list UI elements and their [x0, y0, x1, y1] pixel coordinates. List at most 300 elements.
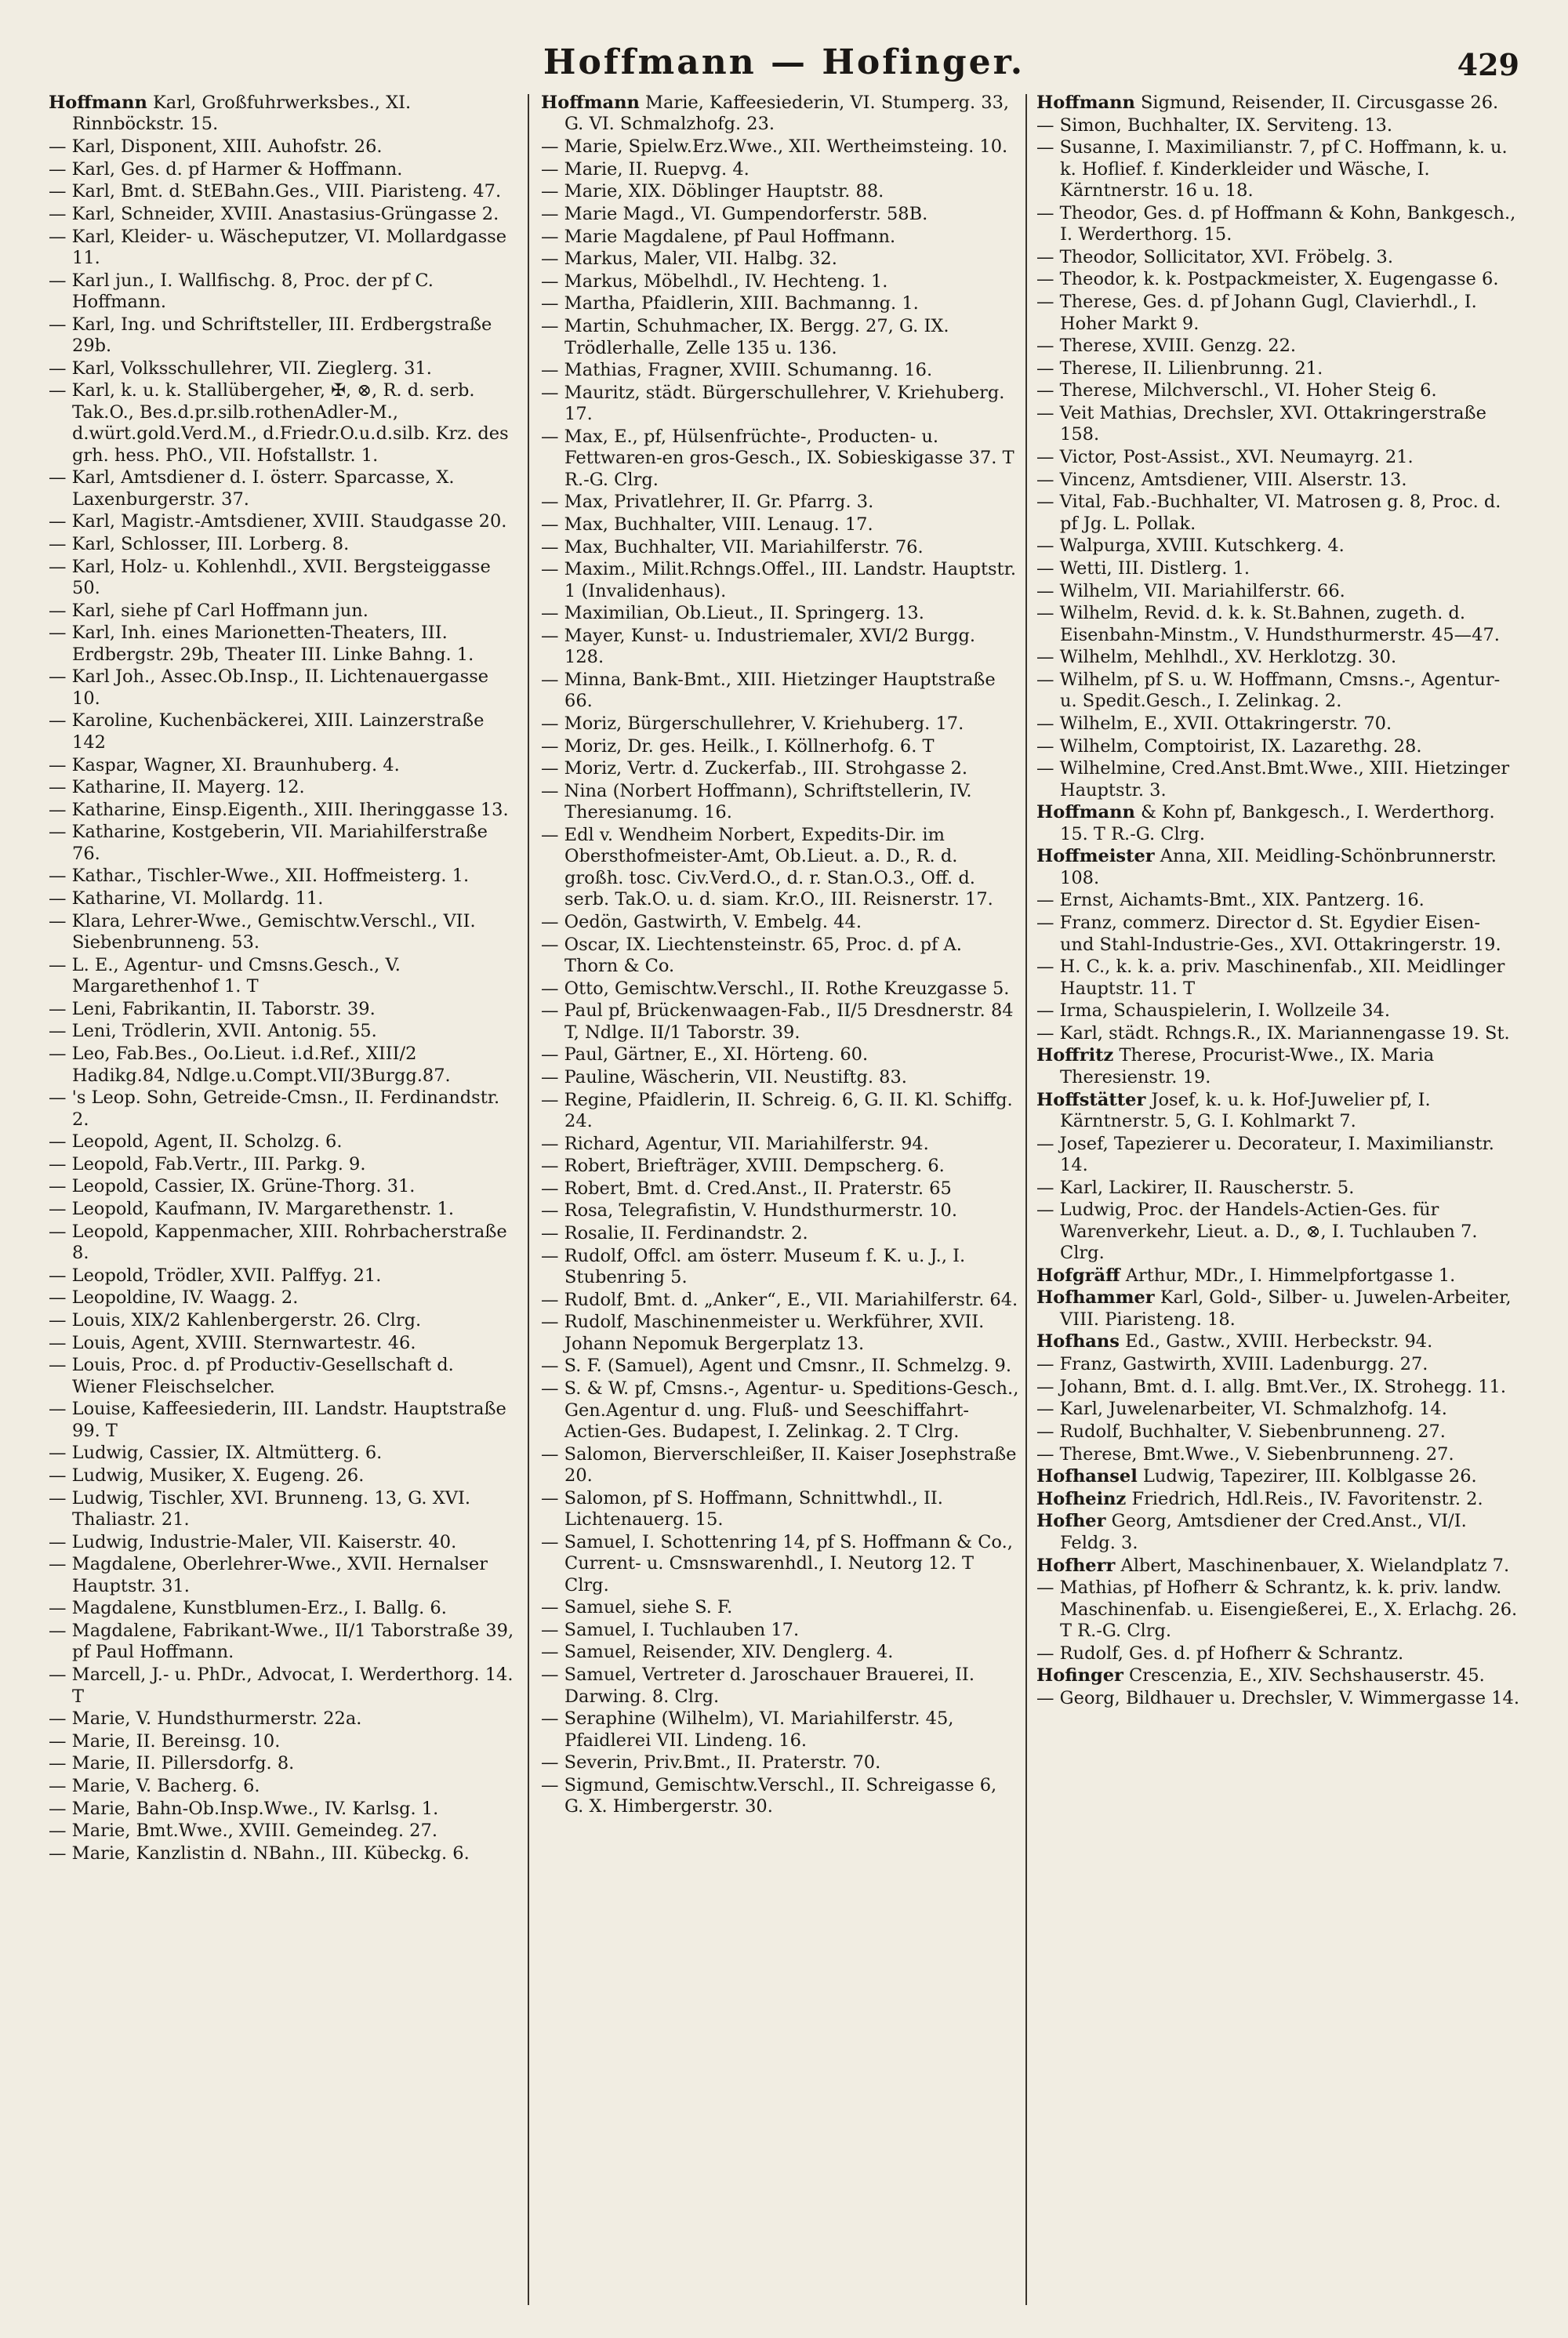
directory-entry: [1036, 1200, 1519, 1264]
entry-text: — H. C., k. k. a. priv. Maschinenfab., XII. Meidlinger Hauptstr. 11. T: [1036, 957, 1505, 999]
entry-text: — Karl jun., I. Wallfischg. 8, Proc. der pf C. Hoffmann.: [49, 270, 434, 313]
directory-entry: [49, 1044, 519, 1087]
entry-text: — Wilhelm, pf S. u. W. Hoffmann, Cmsns.-, Agentur- u. Spedit.Gesch., I. Zelinkag. 2.: [1036, 669, 1501, 712]
directory-entry: [1036, 1466, 1519, 1487]
directory-entry: [541, 181, 1019, 202]
entry-text: — Seraphine (Wilhelm), VI. Mariahilferstr. 45, Pfaidlerei VII. Lindeng. 16.: [541, 1708, 954, 1751]
entry-text: — Kathar., Tischler-Wwe., XII. Hoffmeisterg. 1.: [49, 866, 470, 887]
entry-text: — Rudolf, Maschinenmeister u. Werkführer, XVII. Johann Nepomuk Bergerplatz 13.: [541, 1312, 985, 1354]
entry-text: — Karl, Schneider, XVIII. Anastasius-Grüngasse 2.: [49, 203, 499, 224]
directory-entry: [49, 1598, 519, 1619]
entry-text: — Karl, Disponent, XIII. Auhofstr. 26.: [49, 136, 383, 158]
directory-entry: [1036, 336, 1519, 357]
directory-entry: [49, 800, 519, 821]
entry-text: — Marcell, J.- u. PhDr., Advocat, I. Werderthorg. 14. T: [49, 1665, 514, 1707]
directory-entry: [541, 912, 1019, 933]
directory-entry: [49, 999, 519, 1020]
directory-entry: [49, 1532, 519, 1553]
directory-entry: [49, 1287, 519, 1309]
directory-entry: [1036, 1354, 1519, 1375]
entry-text: — Katharine, VI. Mollardg. 11.: [49, 888, 324, 909]
directory-entry: [49, 534, 519, 555]
entry-text: — Georg, Bildhauer u. Drechsler, V. Wimmergasse 14.: [1036, 1687, 1519, 1708]
entry-text: — Victor, Post-Assist., XVI. Neumayrg. 21.: [1036, 447, 1414, 468]
directory-entry: [1036, 269, 1519, 290]
directory-entry: [49, 270, 519, 314]
entry-text: — Pauline, Wäscherin, VII. Neustiftg. 83.: [541, 1066, 907, 1087]
entry-text: — Marie Magd., VI. Gumpendorferstr. 58B.: [541, 203, 928, 224]
directory-entry: [1036, 581, 1519, 602]
directory-entry: [1036, 1643, 1519, 1665]
directory-entry: [1036, 1134, 1519, 1177]
entry-text: — Leopoldine, IV. Waagg. 2.: [49, 1287, 299, 1309]
entry-text: — Rosa, Telegrafistin, V. Hundsthurmerstr. 10.: [541, 1200, 957, 1222]
directory-entry: [541, 136, 1019, 158]
entry-text: — Leni, Trödlerin, XVII. Antonig. 55.: [49, 1021, 377, 1042]
entry-surname: Hofinger: [1036, 1665, 1123, 1686]
entry-text: — Magdalene, Oberlehrer-Wwe., XVII. Hernalser Hauptstr. 31.: [49, 1554, 488, 1596]
entry-surname: Hofhammer: [1036, 1287, 1155, 1309]
entry-text: Crescenzia, E., XIV. Sechshauserstr. 45.: [1123, 1665, 1485, 1686]
entry-surname: Hofher: [1036, 1511, 1106, 1532]
entry-text: Albert, Maschinenbauer, X. Wielandplatz 7.: [1115, 1555, 1510, 1576]
directory-entry: [1036, 247, 1519, 268]
entry-text: — Theodor, k. k. Postpackmeister, X. Eugengasse 6.: [1036, 269, 1499, 290]
directory-entry: [541, 1223, 1019, 1244]
directory-entry: [541, 1642, 1019, 1663]
directory-entry: [49, 1731, 519, 1752]
entry-surname: Hoffmann: [1036, 93, 1135, 113]
entry-surname: Hoffritz: [1036, 1045, 1114, 1066]
entry-text: — Karl, k. u. k. Stallübergeher, ✠, ⊗, R. d. serb. Tak.O., Bes.d.pr.silb.rothenAdler-M., d.würt.gold.Verd.M., d.Friedr.O.u.d.silb. Krz. des grh. hess. PhO., VII. Hofstallstr. 1.: [49, 380, 509, 466]
directory-entry: [1036, 1023, 1519, 1044]
directory-entry: [1036, 1178, 1519, 1199]
directory-entry: [541, 293, 1019, 314]
entry-surname: Hoffmann: [1036, 802, 1135, 823]
entry-text: — Marie, II. Ruepvg. 4.: [541, 158, 750, 180]
entry-text: — Karl, Ges. d. pf Harmer & Hoffmann.: [49, 158, 403, 180]
entry-text: — Katharine, II. Mayerg. 12.: [49, 777, 305, 798]
entry-text: — Karl, Inh. eines Marionetten-Theaters, III. Erdbergstr. 29b, Theater III. Linke Bahng. 1.: [49, 623, 474, 665]
entry-text: — Louise, Kaffeesiederin, III. Landstr. Hauptstraße 99. T: [49, 1399, 506, 1441]
entry-surname: Hoffmann: [541, 93, 640, 113]
entry-text: Karl, Großfuhrwerksbes., XI. Rinnböckstr. 15.: [72, 93, 412, 135]
directory-entry: [49, 380, 519, 467]
directory-entry: [541, 1488, 1019, 1531]
entry-text: — Irma, Schauspielerin, I. Wollzeile 34.: [1036, 1000, 1391, 1022]
directory-entry: [49, 755, 519, 776]
directory-entry: [541, 383, 1019, 426]
page-number: 429: [1457, 47, 1519, 82]
entry-text: — Karl, Kleider- u. Wäscheputzer, VI. Mollardgasse 11.: [49, 226, 507, 268]
directory-entry: [49, 1621, 519, 1664]
entry-text: Therese, Procurist-Wwe., IX. Maria Theresienstr. 19.: [1060, 1045, 1435, 1087]
entry-text: — Samuel, Vertreter d. Jaroschauer Brauerei, II. Darwing. 8. Clrg.: [541, 1665, 975, 1707]
directory-entry: [1036, 380, 1519, 401]
entry-text: — Therese, Ges. d. pf Johann Gugl, Clavierhdl., I. Hoher Markt 9.: [1036, 292, 1477, 334]
entry-text: — Leopold, Kaufmann, IV. Margarethenstr. 1.: [49, 1199, 454, 1220]
directory-entry: [49, 93, 519, 136]
directory-entry: [541, 1620, 1019, 1641]
entry-text: — Marie, V. Bacherg. 6.: [49, 1776, 260, 1796]
entry-text: — Max, Buchhalter, VIII. Lenaug. 17.: [541, 514, 873, 535]
directory-entry: [541, 1775, 1019, 1818]
directory-entry: [1036, 1399, 1519, 1420]
entry-surname: Hoffmann: [49, 93, 147, 113]
directory-entry: [49, 557, 519, 600]
column-3: [1036, 93, 1519, 2319]
entry-text: — Moriz, Bürgerschullehrer, V. Kriehuberg. 17.: [541, 713, 964, 734]
directory-entry: [541, 736, 1019, 757]
directory-entry: [1036, 758, 1519, 801]
directory-entry: [49, 1355, 519, 1398]
directory-entry: [1036, 1331, 1519, 1352]
entry-text: — Karl Joh., Assec.Ob.Insp., II. Lichtenauergasse 10.: [49, 666, 489, 709]
entry-text: — Sigmund, Gemischtw.Verschl., II. Schreigasse 6, G. X. Himbergerstr. 30.: [541, 1774, 997, 1817]
entry-surname: Hofheinz: [1036, 1488, 1127, 1509]
directory-entry: [49, 204, 519, 225]
directory-entry: [541, 159, 1019, 180]
directory-entry: [49, 955, 519, 998]
directory-entry: [49, 1465, 519, 1487]
column-2: [541, 93, 1019, 2319]
entry-text: — Wilhelm, Mehlhdl., XV. Herklotzg. 30.: [1036, 647, 1397, 668]
entry-text: — Karl, Schlosser, III. Lorberg. 8.: [49, 534, 350, 554]
entry-text: — Max, Buchhalter, VII. Mariahilferstr. 76.: [541, 536, 924, 557]
directory-entry: [541, 603, 1019, 624]
entry-text: — Mathias, pf Hofherr & Schrantz, k. k. priv. landw. Maschinenfab. u. Eisengießerei, E., X. Erlachg. 26. T R.-G. Clrg.: [1036, 1577, 1518, 1641]
entry-text: — Theodor, Ges. d. pf Hoffmann & Kohn, Bankgesch., I. Werderthorg. 15.: [1036, 202, 1516, 245]
directory-entry: [541, 1290, 1019, 1311]
directory-entry: [1036, 846, 1519, 889]
directory-entry: [1036, 1045, 1519, 1088]
entry-text: — Ludwig, Cassier, IX. Altmütterg. 6.: [49, 1443, 383, 1464]
entry-text: — Kaspar, Wagner, XI. Braunhuberg. 4.: [49, 754, 400, 775]
directory-entry: [49, 1265, 519, 1287]
directory-entry: [1036, 558, 1519, 579]
directory-entry: [541, 1532, 1019, 1596]
entry-text: — Veit Mathias, Drechsler, XVI. Ottakringerstraße 158.: [1036, 403, 1486, 445]
directory-entry: [541, 978, 1019, 1000]
entry-text: — Magdalene, Fabrikant-Wwe., II/1 Taborstraße 39, pf Paul Hoffmann.: [49, 1621, 514, 1663]
entry-text: — Samuel, I. Tuchlauben 17.: [541, 1619, 800, 1640]
entry-text: — Otto, Gemischtw.Verschl., II. Rothe Kreuzgasse 5.: [541, 978, 1010, 999]
entry-text: — Leopold, Cassier, IX. Grüne-Thorg. 31.: [49, 1176, 416, 1197]
directory-entry: [541, 1665, 1019, 1708]
entry-text: Josef, k. u. k. Hof-Juwelier pf, I. Kärntnerstr. 5, G. I. Kohlmarkt 7.: [1060, 1089, 1431, 1131]
entry-text: — Vincenz, Amtsdiener, VIII. Alserstr. 13.: [1036, 469, 1407, 490]
directory-entry: [49, 866, 519, 887]
directory-entry: [541, 1597, 1019, 1618]
directory-entry: [541, 1090, 1019, 1133]
entry-text: — Franz, Gastwirth, XVIII. Ladenburgg. 27.: [1036, 1354, 1428, 1375]
entry-text: — Karl, Volksschullehrer, VII. Zieglerg. 31.: [49, 358, 432, 379]
directory-entry: [541, 204, 1019, 225]
entry-text: — Samuel, Reisender, XIV. Denglerg. 4.: [541, 1642, 894, 1663]
entry-text: — Mayer, Kunst- u. Industriemaler, XVI/2 Burgg. 128.: [541, 625, 976, 668]
entry-text: — Karl, Juwelenarbeiter, VI. Schmalzhofg. 14.: [1036, 1399, 1447, 1420]
directory-entry: [1036, 292, 1519, 335]
entry-text: — Karl, städt. Rchngs.R., IX. Mariannengasse 19. St.: [1036, 1022, 1510, 1044]
directory-entry: [1036, 358, 1519, 379]
directory-entry: [1036, 647, 1519, 668]
entry-surname: Hoffmeister: [1036, 846, 1155, 867]
directory-entry: [541, 514, 1019, 535]
entry-text: — Rudolf, Offcl. am österr. Museum f. K. u. J., I. Stubenring 5.: [541, 1245, 966, 1288]
directory-entry: [1036, 1511, 1519, 1554]
entry-text: — Robert, Bmt. d. Cred.Anst., II. Praterstr. 65: [541, 1178, 952, 1199]
entry-surname: Hofhansel: [1036, 1466, 1138, 1487]
directory-entry: [49, 666, 519, 710]
directory-entry: [541, 670, 1019, 713]
directory-entry: [49, 1310, 519, 1331]
directory-entry: [541, 1752, 1019, 1773]
entry-text: — Louis, Proc. d. pf Productiv-Gesellschaft d. Wiener Fleischselcher.: [49, 1355, 454, 1397]
directory-entry: [1036, 470, 1519, 491]
directory-entry: [1036, 403, 1519, 446]
directory-entry: [1036, 1265, 1519, 1287]
entry-text: — Karl, Amtsdiener d. I. österr. Sparcasse, X. Laxenburgerstr. 37.: [49, 467, 455, 510]
entry-text: — Rudolf, Buchhalter, V. Siebenbrunneng. 27.: [1036, 1421, 1446, 1442]
entry-text: — Marie, Spielw.Erz.Wwe., XII. Wertheimsteing. 10.: [541, 136, 1008, 158]
directory-entry: [49, 227, 519, 270]
directory-entry: [541, 427, 1019, 491]
entry-text: — Mauritz, städt. Bürgerschullehrer, V. Kriehuberg. 17.: [541, 382, 1005, 425]
directory-entry: [1036, 1556, 1519, 1577]
entry-text: — Wilhelm, VII. Mariahilferstr. 66.: [1036, 580, 1345, 601]
entry-text: Georg, Amtsdiener der Cred.Anst., VI/I. Feldg. 3.: [1060, 1511, 1467, 1553]
entry-text: Sigmund, Reisender, II. Circusgasse 26.: [1134, 93, 1499, 113]
directory-entry: [541, 271, 1019, 292]
entry-surname: Hofhans: [1036, 1331, 1120, 1352]
directory-entry: [541, 559, 1019, 602]
directory-entry: [541, 825, 1019, 911]
directory-entry: [49, 1131, 519, 1153]
directory-entry: [1036, 1688, 1519, 1709]
directory-entry: [49, 159, 519, 180]
directory-entry: [1036, 115, 1519, 136]
directory-entry: [1036, 1000, 1519, 1022]
entry-text: — Ludwig, Proc. der Handels-Actien-Ges. für Warenverkehr, Lieut. a. D., ⊗, I. Tuchlauben 7. Clrg.: [1036, 1200, 1478, 1264]
directory-entry: [49, 1199, 519, 1220]
entry-text: — Leo, Fab.Bes., Oo.Lieut. i.d.Ref., XIII/2 Hadikg.84, Ndlge.u.Compt.VII/3Burgg.87.: [49, 1044, 451, 1086]
directory-entry: [49, 1708, 519, 1730]
directory-entry: [541, 1356, 1019, 1377]
directory-entry: [541, 1044, 1019, 1066]
entry-text: — Leopold, Agent, II. Scholzg. 6.: [49, 1131, 343, 1153]
directory-entry: [49, 1753, 519, 1774]
entry-text: — Marie, Bmt.Wwe., XVIII. Gemeindeg. 27.: [49, 1821, 437, 1842]
entry-text: Friedrich, Hdl.Reis., IV. Favoritenstr. 2.: [1126, 1488, 1483, 1509]
entry-text: — Paul, Gärtner, E., XI. Hörteng. 60.: [541, 1044, 869, 1066]
directory-entry: [541, 492, 1019, 513]
running-title: Hoffmann — Hofinger.: [543, 42, 1025, 82]
directory-entry: [49, 1176, 519, 1197]
entry-text: — Leni, Fabrikantin, II. Taborstr. 39.: [49, 998, 376, 1019]
entry-text: — Susanne, I. Maximilianstr. 7, pf C. Hoffmann, k. u. k. Hoflief. f. Kinderkleider und Wäsche, I. Kärntnerstr. 16 u. 18.: [1036, 137, 1508, 201]
directory-entry: [49, 1222, 519, 1265]
directory-entry: [1036, 203, 1519, 246]
entry-text: — S. F. (Samuel), Agent und Cmsnr., II. Schmelzg. 9.: [541, 1356, 1011, 1377]
directory-entry: [49, 1843, 519, 1864]
entry-text: — Therese, XVIII. Genzg. 22.: [1036, 336, 1297, 357]
directory-entry: [49, 1776, 519, 1797]
entry-text: — Samuel, I. Schottenring 14, pf S. Hoffmann & Co., Current- u. Cmsnswarenhdl., I. Neutorg 12. T Clrg.: [541, 1531, 1013, 1596]
entry-text: — Leopold, Trödler, XVII. Palffyg. 21.: [49, 1265, 382, 1286]
entry-text: — Magdalene, Kunstblumen-Erz., I. Ballg. 6.: [49, 1598, 447, 1619]
directory-entry: [49, 1488, 519, 1531]
entry-text: — Oscar, IX. Liechtensteinstr. 65, Proc. d. pf A. Thorn & Co.: [541, 934, 962, 976]
directory-entry: [49, 1799, 519, 1820]
entry-text: — Marie, Bahn-Ob.Insp.Wwe., IV. Karlsg. 1.: [49, 1798, 439, 1819]
entry-text: — Therese, Milchverschl., VI. Hoher Steig 6.: [1036, 380, 1437, 401]
entry-text: — Marie, Kanzlistin d. NBahn., III. Kübeckg. 6.: [49, 1842, 470, 1864]
entry-text: — Wilhelm, Revid. d. k. k. St.Bahnen, zugeth. d. Eisenbahn-Minstm., V. Hundsthurmerstr. 45—47.: [1036, 603, 1500, 645]
entry-text: — Markus, Maler, VII. Halbg. 32.: [541, 249, 837, 270]
entry-text: — Walpurga, XVIII. Kutschkerg. 4.: [1036, 535, 1345, 557]
entry-text: — Johann, Bmt. d. I. allg. Bmt.Ver., IX. Strohegg. 11.: [1036, 1376, 1507, 1397]
entry-text: — Franz, commerz. Director d. St. Egydier Eisen- und Stahl-Industrie-Ges., XVI. Ottakringerstr. 19.: [1036, 913, 1501, 955]
entry-text: — Maximilian, Ob.Lieut., II. Springerg. 13.: [541, 603, 924, 624]
directory-entry: [1036, 447, 1519, 468]
directory-entry: [49, 1821, 519, 1842]
entry-text: — Wilhelm, Comptoirist, IX. Lazarethg. 28.: [1036, 735, 1422, 757]
directory-entry: [49, 1154, 519, 1175]
directory-entry: [541, 1067, 1019, 1088]
directory-entry: [1036, 535, 1519, 557]
entry-text: — Max, E., pf, Hülsenfrüchte-, Producten- u. Fettwaren-en gros-Gesch., IX. Sobieskigasse 37. T R.-G. Clrg.: [541, 426, 1014, 490]
entry-text: — Paul pf, Brückenwaagen-Fab., II/5 Dresdnerstr. 84 T, Ndlge. II/1 Taborstr. 39.: [541, 1000, 1014, 1043]
entry-text: — Ludwig, Tischler, XVI. Brunneng. 13, G. XVI. Thaliastr. 21.: [49, 1487, 471, 1530]
directory-entry: [1036, 1090, 1519, 1133]
entry-text: — Josef, Tapezierer u. Decorateur, I. Maximilianstr. 14.: [1036, 1133, 1494, 1175]
directory-entry: [1036, 1421, 1519, 1443]
directory-entry: [541, 1200, 1019, 1222]
directory-entry: [541, 1246, 1019, 1289]
entry-text: — Max, Privatlehrer, II. Gr. Pfarrg. 3.: [541, 492, 874, 513]
directory-entry: [49, 822, 519, 865]
directory-entry: [541, 1156, 1019, 1177]
directory-entry: [541, 1444, 1019, 1487]
directory-entry: [1036, 957, 1519, 1000]
directory-entry: [49, 1443, 519, 1464]
directory-entry: [1036, 713, 1519, 735]
entry-text: — Marie Magdalene, pf Paul Hoffmann.: [541, 226, 896, 247]
entry-text: — Wetti, III. Distlerg. 1.: [1036, 558, 1250, 579]
entry-text: — Ludwig, Musiker, X. Eugeng. 26.: [49, 1465, 365, 1486]
directory-entry: [541, 1134, 1019, 1155]
entry-text: — Leopold, Kappenmacher, XIII. Rohrbacherstraße 8.: [49, 1221, 507, 1264]
entry-text: — Richard, Agentur, VII. Mariahilferstr. 94.: [541, 1133, 929, 1154]
directory-entry: [541, 1000, 1019, 1044]
directory-entry: [49, 467, 519, 510]
entry-text: — Marie, II. Bereinsg. 10.: [49, 1730, 281, 1752]
directory-entry: [1036, 93, 1519, 114]
entry-text: — Nina (Norbert Hoffmann), Schriftstellerin, IV. Theresianumg. 16.: [541, 780, 972, 823]
entry-text: — Salomon, Bierverschleißer, II. Kaiser Josephstraße 20.: [541, 1443, 1017, 1486]
entry-text: — Robert, Briefträger, XVIII. Dempscherg. 6.: [541, 1156, 945, 1177]
entry-text: — Rudolf, Bmt. d. „Anker“, E., VII. Mariahilferstr. 64.: [541, 1289, 1018, 1310]
directory-entry: [1036, 736, 1519, 757]
directory-entry: [1036, 1287, 1519, 1331]
entry-text: — Karoline, Kuchenbäckerei, XIII. Lainzerstraße 142: [49, 710, 485, 753]
entry-surname: Hoffstätter: [1036, 1089, 1146, 1110]
directory-entry: [49, 623, 519, 666]
entry-text: — 's Leop. Sohn, Getreide-Cmsn., II. Ferdinandstr. 2.: [49, 1087, 500, 1130]
directory-entry: [541, 1708, 1019, 1752]
directory-entry: [541, 360, 1019, 381]
directory-entry: [541, 1178, 1019, 1200]
entry-text: — Vital, Fab.-Buchhalter, VI. Matrosen g. 8, Proc. d. pf Jg. L. Pollak.: [1036, 492, 1501, 534]
entry-text: — Karl, siehe pf Carl Hoffmann jun.: [49, 600, 368, 621]
directory-entry: [1036, 1665, 1519, 1686]
entry-text: — Karl, Bmt. d. StEBahn.Ges., VIII. Piaristeng. 47.: [49, 181, 502, 202]
directory-entry: [541, 1378, 1019, 1443]
entry-text: — Rosalie, II. Ferdinandstr. 2.: [541, 1223, 808, 1244]
directory-entry: [49, 601, 519, 622]
directory-entry: [49, 710, 519, 753]
entry-text: — Marie, V. Hundsthurmerstr. 22a.: [49, 1708, 362, 1730]
entry-text: — Ernst, Aichamts-Bmt., XIX. Pantzerg. 16.: [1036, 890, 1425, 911]
entry-text: Anna, XII. Meidling-Schönbrunnerstr. 108.: [1060, 846, 1497, 888]
directory-entry: [49, 1333, 519, 1354]
entry-text: Ed., Gastw., XVIII. Herbeckstr. 94.: [1119, 1331, 1433, 1352]
directory-entry: [49, 888, 519, 909]
column-divider: [1025, 94, 1027, 2305]
directory-entry: [541, 935, 1019, 978]
directory-entry: [1036, 890, 1519, 911]
entry-text: — Oedön, Gastwirth, V. Embelg. 44.: [541, 911, 862, 932]
entry-text: Ludwig, Tapezirer, III. Kolblgasse 26.: [1137, 1466, 1477, 1487]
directory-entry: [49, 1554, 519, 1597]
directory-entry: [541, 316, 1019, 359]
entry-text: — Simon, Buchhalter, IX. Serviteng. 13.: [1036, 114, 1393, 136]
directory-entry: [541, 227, 1019, 248]
directory-entry: [541, 758, 1019, 779]
entry-surname: Hofgräff: [1036, 1265, 1120, 1286]
entry-text: — Klara, Lehrer-Wwe., Gemischtw.Verschl., VII. Siebenbrunneng. 53.: [49, 910, 476, 953]
entry-text: — Ludwig, Industrie-Maler, VII. Kaiserstr. 40.: [49, 1531, 457, 1552]
entry-text: — Karl, Magistr.-Amtsdiener, XVIII. Staudgasse 20.: [49, 511, 507, 532]
directory-entry: [1036, 1377, 1519, 1398]
entry-text: Marie, Kaffeesiederin, VI. Stumperg. 33, G. VI. Schmalzhofg. 23.: [564, 93, 1010, 135]
directory-entry: [1036, 802, 1519, 845]
entry-text: — Mathias, Fragner, XVIII. Schumanng. 16.: [541, 360, 933, 381]
directory-entry: [49, 511, 519, 532]
directory-entry: [1036, 1489, 1519, 1510]
entry-text: — Maxim., Milit.Rchngs.Offel., III. Landstr. Hauptstr. 1 (Invalidenhaus).: [541, 559, 1017, 601]
entry-text: — Theodor, Sollicitator, XVI. Fröbelg. 3.: [1036, 246, 1393, 267]
directory-entry: [1036, 913, 1519, 956]
directory-entry: [1036, 1444, 1519, 1465]
entry-text: — Martin, Schuhmacher, IX. Bergg. 27, G. IX. Trödlerhalle, Zelle 135 u. 136.: [541, 316, 949, 358]
column-divider: [528, 94, 529, 2305]
entry-text: — Wilhelm, E., XVII. Ottakringerstr. 70.: [1036, 713, 1392, 734]
entry-text: — Marie, XIX. Döblinger Hauptstr. 88.: [541, 181, 884, 202]
directory-entry: [49, 1021, 519, 1042]
directory-entry: [1036, 492, 1519, 535]
directory-entry: [541, 713, 1019, 735]
entry-text: — Louis, Agent, XVIII. Sternwartestr. 46.: [49, 1332, 416, 1353]
entry-surname: Hofherr: [1036, 1555, 1116, 1576]
entry-text: — Markus, Möbelhdl., IV. Hechteng. 1.: [541, 270, 888, 292]
entry-text: — Salomon, pf S. Hoffmann, Schnittwhdl., II. Lichtenauerg. 15.: [541, 1487, 943, 1530]
entry-text: — Rudolf, Ges. d. pf Hofherr & Schrantz.: [1036, 1643, 1404, 1664]
entry-text: — Karl, Ing. und Schriftsteller, III. Erdbergstraße 29b.: [49, 314, 492, 357]
entry-text: — Marie, II. Pillersdorfg. 8.: [49, 1753, 295, 1774]
column-1: [49, 93, 519, 2319]
entry-text: — Severin, Priv.Bmt., II. Praterstr. 70.: [541, 1752, 881, 1773]
